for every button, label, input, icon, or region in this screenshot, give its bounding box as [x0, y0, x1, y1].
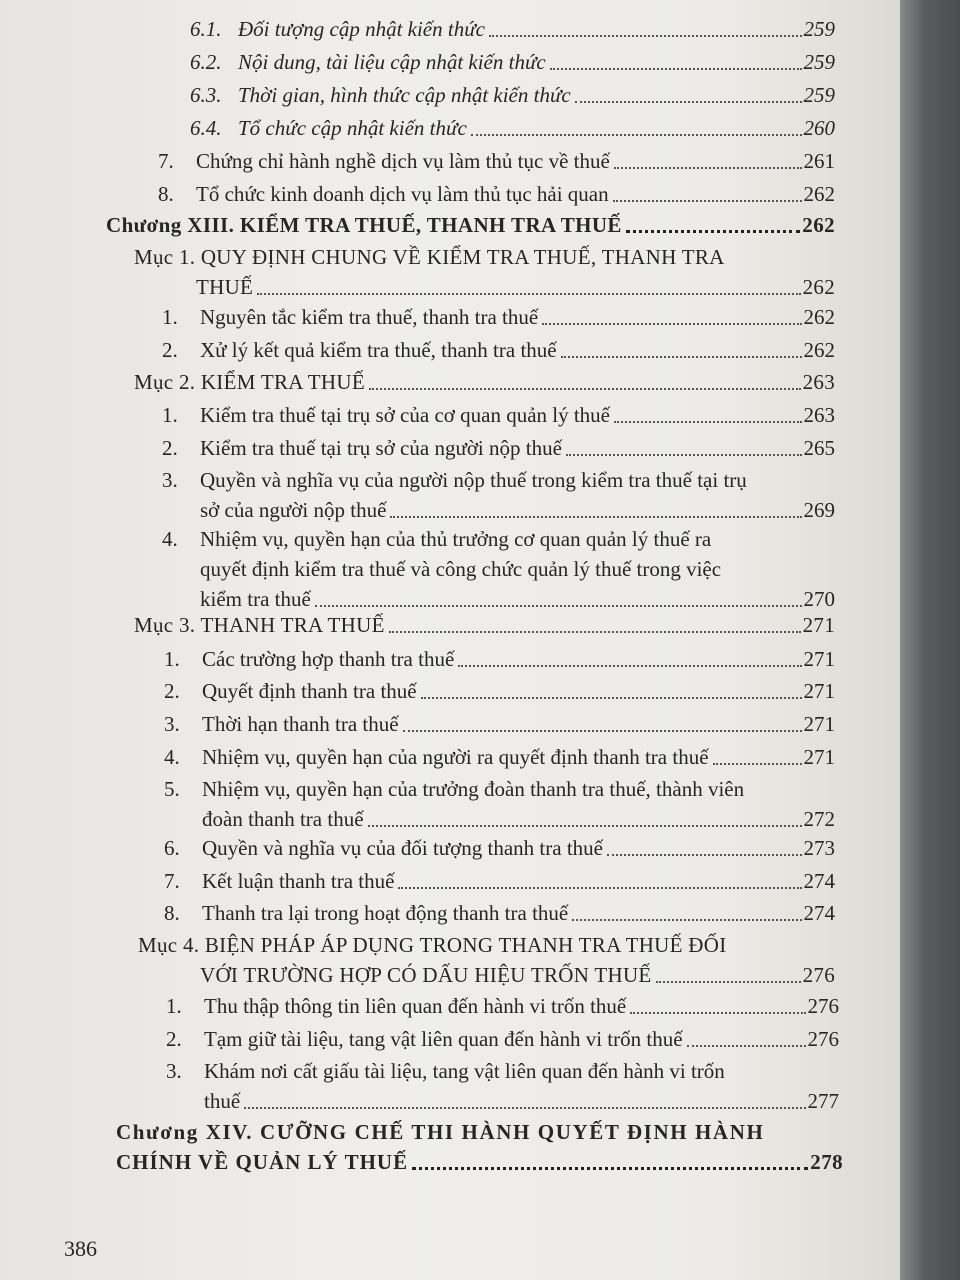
toc-page-number: 271 — [803, 712, 835, 736]
leader-dots — [315, 605, 802, 607]
toc-number: 7. — [164, 869, 180, 893]
toc-number: 4. — [164, 745, 180, 769]
leader-dots — [566, 454, 802, 456]
toc-number: 6.2. — [190, 50, 222, 74]
toc-title: Quyết định thanh tra thuế — [202, 679, 417, 703]
toc-page-number: 269 — [803, 498, 835, 522]
toc-page-number: 276 — [807, 1027, 839, 1051]
toc-number: 3. — [162, 468, 178, 492]
toc-title-line-1: Nhiệm vụ, quyền hạn của trưởng đoàn thanh tra thuế, thành viên — [202, 777, 745, 801]
toc-entry-last-line — [162, 495, 835, 525]
leader-dots — [471, 134, 802, 136]
toc-number: 8. — [158, 182, 174, 206]
toc-page-number: 277 — [807, 1089, 839, 1113]
section-heading — [138, 930, 835, 990]
leader-dots — [489, 35, 802, 37]
chapter-last-line — [116, 1147, 843, 1177]
toc-page-number: 261 — [803, 149, 835, 173]
toc-title: Tổ chức cập nhật kiến thức — [238, 116, 467, 140]
toc-number: 6. — [164, 836, 180, 860]
toc-number: 2. — [162, 436, 178, 460]
toc-page-number: 271 — [803, 679, 835, 703]
section-title: Mục 3. THANH TRA THUẾ — [134, 613, 385, 637]
toc-number: 6.4. — [190, 116, 222, 140]
toc-page-number: 276 — [807, 994, 839, 1018]
toc-entry — [162, 524, 835, 614]
toc-title: Tạm giữ tài liệu, tang vật liên quan đến hành vi trốn thuế — [204, 1027, 683, 1051]
toc-entry — [190, 113, 835, 143]
section-heading — [134, 242, 835, 302]
toc-entry — [166, 1024, 839, 1054]
toc-page-number: 273 — [803, 836, 835, 860]
chapter-heading — [116, 1117, 843, 1177]
leader-dots — [550, 68, 802, 70]
toc-entry — [164, 774, 835, 834]
toc-page-number: 272 — [803, 807, 835, 831]
chapter-title-line-2: CHÍNH VỀ QUẢN LÝ THUẾ — [116, 1150, 409, 1174]
page-number: 386 — [64, 1236, 97, 1261]
toc-entry — [164, 709, 835, 739]
toc-number: 8. — [164, 901, 180, 925]
leader-dots — [542, 323, 801, 325]
toc-title-line-3: kiểm tra thuế — [200, 587, 311, 611]
toc-title-line-2: quyết định kiểm tra thuế và công chức quản lý thuế trong việc — [200, 557, 722, 581]
toc-number: 4. — [162, 527, 178, 551]
toc-page-number: 259 — [803, 83, 835, 107]
toc-number: 2. — [166, 1027, 182, 1051]
toc-entry — [164, 866, 835, 896]
toc-entry-last-line — [164, 804, 835, 834]
leader-dots — [421, 697, 802, 699]
section-last-line — [134, 272, 835, 302]
toc-page-number: 262 — [802, 213, 835, 237]
toc-title-line-2: đoàn thanh tra thuế — [202, 807, 364, 831]
leader-dots — [572, 919, 801, 921]
leader-dots — [561, 356, 802, 358]
toc-title-line-1: Khám nơi cất giấu tài liệu, tang vật liên quan đến hành vi trốn — [204, 1059, 725, 1083]
toc-entry — [190, 14, 835, 44]
toc-entry-line-1 — [164, 774, 835, 804]
toc-page-number: 263 — [803, 403, 835, 427]
toc-number: 1. — [164, 647, 180, 671]
toc-page-number: 262 — [802, 275, 835, 299]
leader-dots — [575, 101, 802, 103]
section-title-line-1: Mục 4. BIỆN PHÁP ÁP DỤNG TRONG THANH TRA THUẾ ĐỐI — [138, 933, 727, 957]
toc-entry — [190, 47, 835, 77]
toc-entry-last-line — [166, 1086, 839, 1116]
toc-title: Nguyên tắc kiểm tra thuế, thanh tra thuế — [200, 305, 539, 329]
toc-title-line-2: thuế — [204, 1089, 241, 1113]
section-title-line-2: THUẾ — [196, 275, 254, 299]
toc-title: Nhiệm vụ, quyền hạn của người ra quyết định thanh tra thuế — [202, 745, 709, 769]
leader-dots — [390, 516, 801, 518]
toc-entry — [190, 80, 835, 110]
toc-entry-line-1 — [162, 465, 835, 495]
leader-dots — [257, 293, 800, 295]
toc-title-line-1: Nhiệm vụ, quyền hạn của thủ trưởng cơ quan quản lý thuế ra — [200, 527, 712, 551]
leader-dots — [607, 854, 802, 856]
toc-number: 7. — [158, 149, 174, 173]
toc-page-number: 262 — [803, 305, 835, 329]
toc-number: 3. — [164, 712, 180, 736]
toc-title: Xử lý kết quả kiểm tra thuế, thanh tra thuế — [200, 338, 557, 362]
leader-dots — [398, 887, 801, 889]
toc-page-number: 263 — [802, 370, 835, 394]
toc-title-line-1: Quyền và nghĩa vụ của người nộp thuế trong kiểm tra thuế tại trụ — [200, 468, 747, 492]
toc-entry — [162, 433, 835, 463]
toc-number: 1. — [166, 994, 182, 1018]
chapter-title-line-1: Chương XIV. CƯỠNG CHẾ THI HÀNH QUYẾT ĐỊNH HÀNH — [116, 1120, 765, 1144]
chapter-heading — [106, 210, 835, 240]
leader-dots — [244, 1107, 805, 1109]
section-title: Mục 2. KIỂM TRA THUẾ — [134, 370, 365, 394]
toc-entry — [166, 991, 839, 1021]
toc-entry — [164, 898, 835, 928]
leader-dots — [630, 1012, 805, 1014]
toc-number: 2. — [162, 338, 178, 362]
leader-dots — [369, 388, 801, 390]
toc-entry — [164, 833, 835, 863]
toc-number: 5. — [164, 777, 180, 801]
toc-title: Đối tượng cập nhật kiến thức — [238, 17, 485, 41]
section-heading — [134, 610, 835, 640]
toc-title: Tổ chức kinh doanh dịch vụ làm thủ tục hải quan — [196, 182, 609, 206]
toc-page-number: 278 — [810, 1150, 843, 1174]
toc-title: Kiểm tra thuế tại trụ sở của người nộp thuế — [200, 436, 562, 460]
toc-page-number: 259 — [803, 17, 835, 41]
toc-entry — [162, 465, 835, 525]
toc-page-number: 270 — [803, 587, 835, 611]
toc-number: 6.1. — [190, 17, 222, 41]
leader-dots — [412, 1167, 808, 1170]
leader-dots — [687, 1045, 806, 1047]
toc-title: Thu thập thông tin liên quan đến hành vi trốn thuế — [204, 994, 627, 1018]
toc-page-number: 262 — [803, 338, 835, 362]
leader-dots — [626, 230, 800, 233]
toc-number: 1. — [162, 403, 178, 427]
section-title-line-2: VỚI TRƯỜNG HỢP CÓ DẤU HIỆU TRỐN THUẾ — [200, 963, 652, 987]
toc-entry — [164, 644, 835, 674]
leader-dots — [656, 981, 801, 983]
toc-title: Chứng chỉ hành nghề dịch vụ làm thủ tục về thuế — [196, 149, 610, 173]
leader-dots — [403, 730, 802, 732]
toc-title: Quyền và nghĩa vụ của đối tượng thanh tra thuế — [202, 836, 603, 860]
leader-dots — [713, 763, 802, 765]
toc-title: Nội dung, tài liệu cập nhật kiến thức — [238, 50, 546, 74]
toc-entry — [158, 146, 835, 176]
toc-title: Thời gian, hình thức cập nhật kiến thức — [238, 83, 571, 107]
toc-number: 3. — [166, 1059, 182, 1083]
toc-page-number: 271 — [803, 745, 835, 769]
toc-number: 2. — [164, 679, 180, 703]
section-title-line-1: Mục 1. QUY ĐỊNH CHUNG VỀ KIỂM TRA THUẾ, THANH TRA — [134, 245, 725, 269]
toc-entry — [158, 179, 835, 209]
leader-dots — [614, 167, 802, 169]
toc-entry — [164, 742, 835, 772]
leader-dots — [613, 200, 802, 202]
toc-entry-line-1 — [166, 1056, 839, 1086]
toc-page-number: 271 — [803, 647, 835, 671]
toc-title: Các trường hợp thanh tra thuế — [202, 647, 455, 671]
toc-title: Kết luận thanh tra thuế — [202, 869, 395, 893]
toc-entry — [162, 400, 835, 430]
leader-dots — [614, 421, 801, 423]
book-edge — [900, 0, 960, 1280]
toc-page-number: 274 — [803, 901, 835, 925]
toc-page-number: 274 — [803, 869, 835, 893]
section-heading — [134, 367, 835, 397]
toc-entry — [162, 335, 835, 365]
section-last-line — [138, 960, 835, 990]
toc-title: Kiểm tra thuế tại trụ sở của cơ quan quản lý thuế — [200, 403, 611, 427]
toc-entry — [162, 302, 835, 332]
toc-title: Thanh tra lại trong hoạt động thanh tra thuế — [202, 901, 569, 925]
toc-title: Thời hạn thanh tra thuế — [202, 712, 399, 736]
leader-dots — [389, 631, 801, 633]
toc-page-number: 260 — [803, 116, 835, 140]
toc-page-number: 265 — [803, 436, 835, 460]
toc-title-line-2: sở của người nộp thuế — [200, 498, 387, 522]
toc-number: 6.3. — [190, 83, 222, 107]
toc-page-number: 276 — [802, 963, 835, 987]
toc-entry-line-1 — [162, 524, 835, 554]
leader-dots — [368, 825, 802, 827]
toc-number: 1. — [162, 305, 178, 329]
toc-page-number: 259 — [803, 50, 835, 74]
toc-entry — [166, 1056, 839, 1116]
chapter-title: Chương XIII. KIỂM TRA THUẾ, THANH TRA THUẾ — [106, 213, 622, 237]
toc-page-number: 262 — [803, 182, 835, 206]
toc-entry — [164, 676, 835, 706]
leader-dots — [458, 665, 801, 667]
toc-page-number: 271 — [802, 613, 835, 637]
